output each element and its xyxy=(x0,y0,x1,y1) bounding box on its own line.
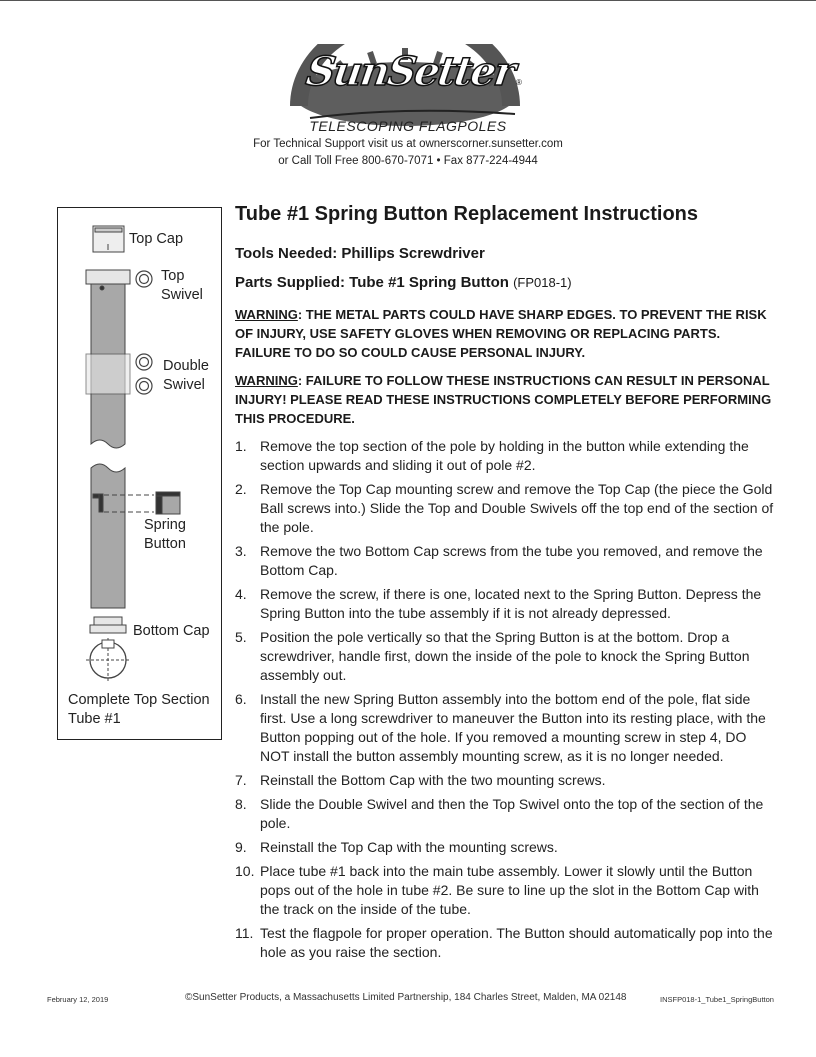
label-bottom-cap: Bottom Cap xyxy=(133,623,210,639)
step-text: Place tube #1 back into the main tube assembly. Lower it slowly until the Button pops out of the hole in tube #2. Be sure to line up the slot in the Bottom Cap with the track on the inside of the tube. xyxy=(260,863,759,917)
step-number: 10. xyxy=(235,863,255,879)
step-4 xyxy=(235,585,775,623)
footer-copyright: ©SunSetter Products, a Massachusetts Limited Partnership, 184 Charles Street, Malden, MA 02148 xyxy=(185,992,627,1003)
label-double-swivel: Double Swivel xyxy=(163,358,209,393)
step-number: 1. xyxy=(235,438,247,454)
step-1 xyxy=(235,437,775,475)
step-5 xyxy=(235,628,775,685)
step-text: Position the pole vertically so that the Spring Button is at the bottom. Drop a screwdriver, handle first, down the inside of the pole to knock the Spring Button assembly out. xyxy=(260,629,750,683)
tagline: TELESCOPING FLAGPOLES xyxy=(309,118,507,134)
step-number: 8. xyxy=(235,796,247,812)
step-text: Remove the two Bottom Cap screws from the tube you removed, and remove the Bottom Cap. xyxy=(260,543,763,578)
parts-label: Parts Supplied: Tube #1 Spring Button xyxy=(235,274,509,291)
step-number: 7. xyxy=(235,772,247,788)
bottom-cap-icon xyxy=(86,617,130,682)
instruction-steps xyxy=(235,437,775,967)
registered-mark: ® xyxy=(516,78,522,87)
step-text: Test the flagpole for proper operation. The Button should automatically pop into the hole as you raise the section. xyxy=(260,925,773,960)
diagram-caption: Complete Top Section Tube #1 xyxy=(68,692,210,727)
warning-sharp-edges xyxy=(235,305,775,362)
step-text: Remove the screw, if there is one, located next to the Spring Button. Depress the Spring Button into the tube assembly if it is not already depressed. xyxy=(260,586,762,621)
top-rule xyxy=(0,0,816,1)
label-top-swivel: Top Swivel xyxy=(161,268,203,303)
warning-label: WARNING xyxy=(235,373,298,388)
step-text: Slide the Double Swivel and then the Top Swivel onto the top of the section of the pole. xyxy=(260,796,764,831)
warning-text: : FAILURE TO FOLLOW THESE INSTRUCTIONS CAN RESULT IN PERSONAL INJURY! PLEASE READ THESE INSTRUCTIONS COMPLETELY BEFORE PERFORMING THIS PROCEDURE. xyxy=(235,373,772,426)
step-text: Reinstall the Top Cap with the mounting screws. xyxy=(260,839,558,855)
step-number: 5. xyxy=(235,629,247,645)
step-text: Install the new Spring Button assembly into the bottom end of the pole, flat side first. Use a long screwdriver to maneuver the Button into its resting place, with the Button popping out of the hole. If you removed a mounting screw in step 4, DO NOT install the button assembly mounting screw, as it is no longer needed. xyxy=(260,691,766,764)
step-10 xyxy=(235,862,775,919)
step-text: Reinstall the Bottom Cap with the two mounting screws. xyxy=(260,772,606,788)
step-8 xyxy=(235,795,775,833)
step-number: 9. xyxy=(235,839,247,855)
support-phone: or Call Toll Free 800-670-7071 • Fax 877-224-4944 xyxy=(278,155,538,167)
warning-follow-instructions xyxy=(235,371,775,428)
spring-button-icon xyxy=(156,492,180,514)
brand-name: SunSetter xyxy=(303,48,517,95)
part-code: (FP018-1) xyxy=(513,275,572,290)
step-number: 2. xyxy=(235,481,247,497)
step-text: Remove the top section of the pole by holding in the button while extending the section upwards and sliding it out of pole #2. xyxy=(260,438,749,473)
swivel-ring-icons xyxy=(136,271,152,394)
support-website: For Technical Support visit us at ownerscorner.sunsetter.com xyxy=(253,138,563,150)
label-top-cap: Top Cap xyxy=(129,231,184,247)
warning-label: WARNING xyxy=(235,307,298,322)
tools-needed: Tools Needed: Phillips Screwdriver xyxy=(235,245,485,262)
page-title: Tube #1 Spring Button Replacement Instructions xyxy=(235,203,699,225)
step-9 xyxy=(235,838,775,857)
footer-doc-code: INSFP018-1_Tube1_SpringButton xyxy=(660,995,774,1004)
step-text: Remove the Top Cap mounting screw and remove the Top Cap (the piece the Gold Ball screws into.) Slide the Top and Double Swivels off the top end of the section of the pole. xyxy=(260,481,774,535)
footer-date: February 12, 2019 xyxy=(47,995,109,1004)
step-7 xyxy=(235,771,775,790)
step-2 xyxy=(235,480,775,537)
step-number: 6. xyxy=(235,691,247,707)
upper-tube-icon xyxy=(86,270,130,448)
step-11 xyxy=(235,924,775,962)
label-button: Button xyxy=(144,536,186,552)
parts-supplied xyxy=(235,274,572,291)
step-number: 11. xyxy=(235,925,254,941)
pole-diagram xyxy=(57,207,222,740)
step-number: 3. xyxy=(235,543,247,559)
step-number: 4. xyxy=(235,586,247,602)
warning-text: : THE METAL PARTS COULD HAVE SHARP EDGES. TO PREVENT THE RISK OF INJURY, USE SAFETY GLOVES WHEN REMOVING OR REPLACING PARTS. FAILURE TO DO SO COULD CAUSE PERSONAL INJURY. xyxy=(235,307,767,360)
top-cap-icon xyxy=(93,226,124,252)
step-6 xyxy=(235,690,775,766)
step-3 xyxy=(235,542,775,580)
label-spring: Spring xyxy=(144,517,186,533)
